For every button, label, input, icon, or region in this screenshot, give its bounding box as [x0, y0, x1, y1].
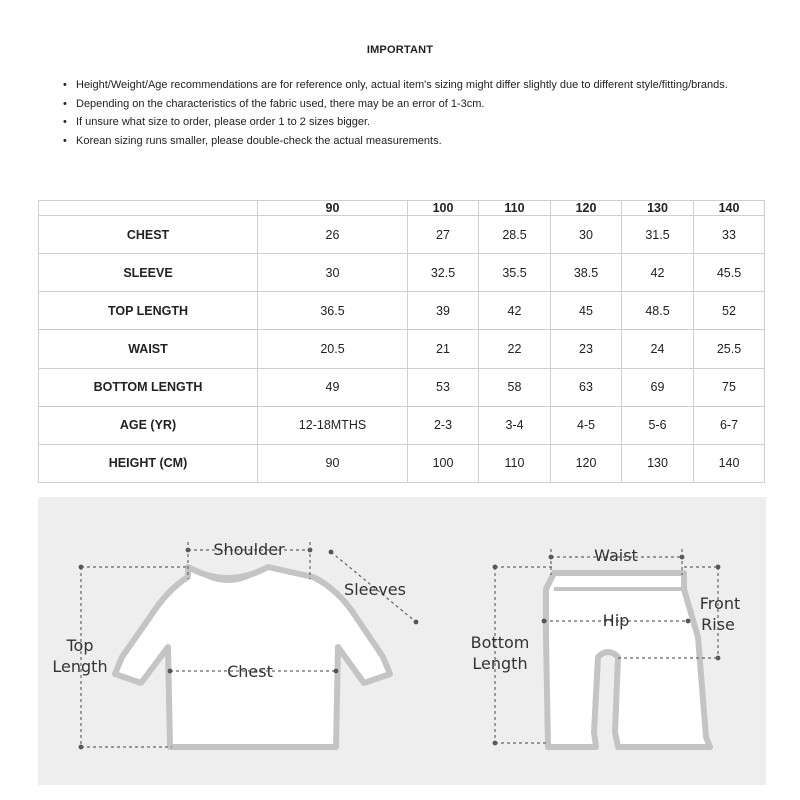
- row-label-cell: CHEST: [39, 216, 258, 254]
- table-cell: 45: [551, 292, 622, 330]
- table-cell: 27: [408, 216, 479, 254]
- table-cell: 140: [694, 444, 765, 482]
- table-row: [39, 406, 765, 444]
- important-heading: IMPORTANT: [366, 44, 434, 56]
- shoulder-label: Shoulder: [213, 540, 285, 559]
- table-cell: 38.5: [551, 254, 622, 292]
- table-cell: 69: [622, 368, 694, 406]
- note-item: • Depending on the characteristics of the fabric used, there may be an error of 1-3cm.: [62, 95, 752, 114]
- table-cell: 28.5: [479, 216, 551, 254]
- table-cell: 45.5: [694, 254, 765, 292]
- hip-label: Hip: [602, 611, 630, 630]
- table-header-cell: 130: [622, 201, 694, 216]
- front-rise-label-line1: Front: [699, 594, 741, 613]
- top-length-label-line1: Top: [66, 636, 94, 655]
- table-cell: 20.5: [258, 330, 408, 368]
- table-cell: 53: [408, 368, 479, 406]
- table-cell: 48.5: [622, 292, 694, 330]
- sleeves-label: Sleeves: [344, 580, 406, 599]
- notes-list: [62, 76, 752, 150]
- table-cell: 90: [258, 444, 408, 482]
- table-row: [39, 368, 765, 406]
- table-header-cell: 110: [479, 201, 551, 216]
- table-cell: 130: [622, 444, 694, 482]
- table-header-cell: 100: [408, 201, 479, 216]
- table-row: [39, 292, 765, 330]
- table-cell: 21: [408, 330, 479, 368]
- table-cell: 35.5: [479, 254, 551, 292]
- row-label-cell: TOP LENGTH: [39, 292, 258, 330]
- table-cell: 6-7: [694, 406, 765, 444]
- table-cell: 42: [479, 292, 551, 330]
- table-cell: 63: [551, 368, 622, 406]
- table-header-cell: 90: [258, 201, 408, 216]
- table-cell: 52: [694, 292, 765, 330]
- note-item: • Height/Weight/Age recommendations are for reference only, actual item's sizing might differ slightly due to different style/fitting/brands.: [62, 76, 752, 95]
- note-item: • If unsure what size to order, please order 1 to 2 sizes bigger.: [62, 113, 752, 132]
- row-label-cell: BOTTOM LENGTH: [39, 368, 258, 406]
- bottom-length-label-line1: Bottom: [470, 633, 530, 652]
- table-cell: 25.5: [694, 330, 765, 368]
- table-cell: 110: [479, 444, 551, 482]
- note-item: • Korean sizing runs smaller, please double-check the actual measurements.: [62, 132, 752, 151]
- chest-label: Chest: [227, 662, 273, 681]
- table-cell: 36.5: [258, 292, 408, 330]
- table-cell: 26: [258, 216, 408, 254]
- table-cell: 39: [408, 292, 479, 330]
- table-header-cell: 140: [694, 201, 765, 216]
- table-row: [39, 216, 765, 254]
- table-row: [39, 330, 765, 368]
- bottom-length-label-line2: Length: [472, 654, 528, 673]
- table-cell: 100: [408, 444, 479, 482]
- table-header-cell: [39, 201, 258, 216]
- table-cell: 75: [694, 368, 765, 406]
- waist-label: Waist: [594, 546, 638, 565]
- front-rise-label-line2: Rise: [701, 615, 735, 634]
- table-cell: 2-3: [408, 406, 479, 444]
- row-label-cell: HEIGHT (CM): [39, 444, 258, 482]
- table-cell: 23: [551, 330, 622, 368]
- table-header-row: [39, 201, 765, 216]
- table-row: [39, 254, 765, 292]
- table-cell: 22: [479, 330, 551, 368]
- table-cell: 3-4: [479, 406, 551, 444]
- row-label-cell: AGE (YR): [39, 406, 258, 444]
- pants-illustration: [546, 573, 710, 747]
- table-cell: 33: [694, 216, 765, 254]
- measurement-diagram-svg: [38, 497, 766, 785]
- table-cell: 42: [622, 254, 694, 292]
- table-cell: 49: [258, 368, 408, 406]
- table-cell: 31.5: [622, 216, 694, 254]
- table-cell: 30: [258, 254, 408, 292]
- table-row: [39, 444, 765, 482]
- size-chart-table: [38, 200, 765, 483]
- table-cell: 5-6: [622, 406, 694, 444]
- table-cell: 24: [622, 330, 694, 368]
- row-label-cell: WAIST: [39, 330, 258, 368]
- table-header-cell: 120: [551, 201, 622, 216]
- table-cell: 32.5: [408, 254, 479, 292]
- table-cell: 4-5: [551, 406, 622, 444]
- measurement-diagram: [38, 497, 766, 785]
- table-cell: 120: [551, 444, 622, 482]
- row-label-cell: SLEEVE: [39, 254, 258, 292]
- top-length-label-line2: Length: [52, 657, 108, 676]
- table-cell: 58: [479, 368, 551, 406]
- table-cell: 12-18MTHS: [258, 406, 408, 444]
- table-cell: 30: [551, 216, 622, 254]
